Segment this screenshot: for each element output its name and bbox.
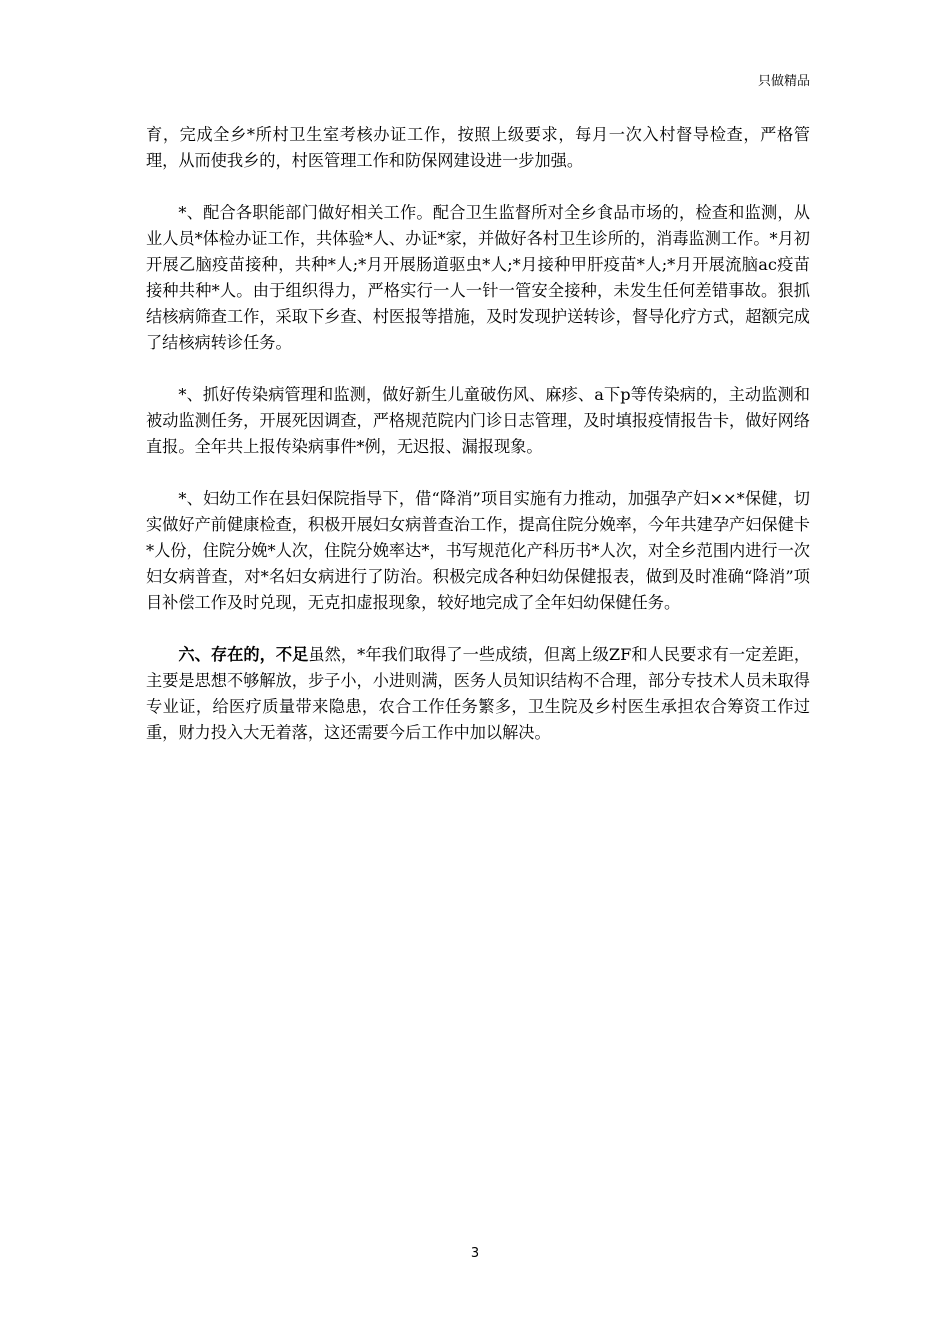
page-number: 3 xyxy=(470,1246,480,1261)
paragraph-2: *、配合各职能部门做好相关工作。配合卫生监督所对全乡食品市场的，检查和监测，从业人员*体检办证工作，共体验*人、办证*家，并做好各村卫生诊所的，消毒监测工作。*月初开展乙脑疫苗接种，共种*人;*月开展肠道驱虫*人;*月接种甲肝疫苗*人;*月开展流脑ac疫苗接种共种*人。由于组织得力，严格实行一人一针一管安全接种，未发生任何差错事故。狠抓结核病筛查工作，采取下乡查、村医报等措施，及时发现护送转诊，督导化疗方式，超额完成了结核病转诊任务。 xyxy=(146,203,810,352)
header-note: 只做精品 xyxy=(757,74,810,89)
paragraph-3: *、抓好传染病管理和监测，做好新生儿童破伤风、麻疹、a下p等传染病的，主动监测和被动监测任务，开展死因调查，严格规范院内门诊日志管理，及时填报疫情报告卡，做好网络直报。全年共上报传染病事件*例，无迟报、漏报现象。 xyxy=(146,385,810,456)
paragraph-5-text: 虽然，*年我们取得了一些成绩，但离上级ZF和人民要求有一定差距，主要是思想不够解放，步子小，小进则满，医务人员知识结构不合理，部分专技术人员未取得专业证，给医疗质量带来隐患，农合工作任务繁多，卫生院及乡村医生承担农合筹资工作过重，财力投入大无着落，这还需要今后工作中加以解决。 xyxy=(146,645,811,742)
paragraph-5 xyxy=(146,642,810,746)
paragraph-4: *、妇幼工作在县妇保院指导下，借“降消”项目实施有力推动，加强孕产妇××*保健，切实做好产前健康检查，积极开展妇女病普查治工作，提高住院分娩率，今年共建孕产妇保健卡*人份，住院分娩*人次，住院分娩率达*，书写规范化产科历书*人次，对全乡范围内进行一次妇女病普查，对*名妇女病进行了防治。积极完成各种妇幼保健报表，做到及时准确“降消”项目补偿工作及时兑现，无克扣虚报现象，较好地完成了全年妇幼保健任务。 xyxy=(146,489,810,612)
section-heading: 六、存在的，不足 xyxy=(178,645,309,664)
paragraph-1: 育，完成全乡*所村卫生室考核办证工作，按照上级要求，每月一次入村督导检查，严格管理，从而使我乡的，村医管理工作和防保网建设进一步加强。 xyxy=(146,125,810,170)
document-body xyxy=(146,122,810,746)
